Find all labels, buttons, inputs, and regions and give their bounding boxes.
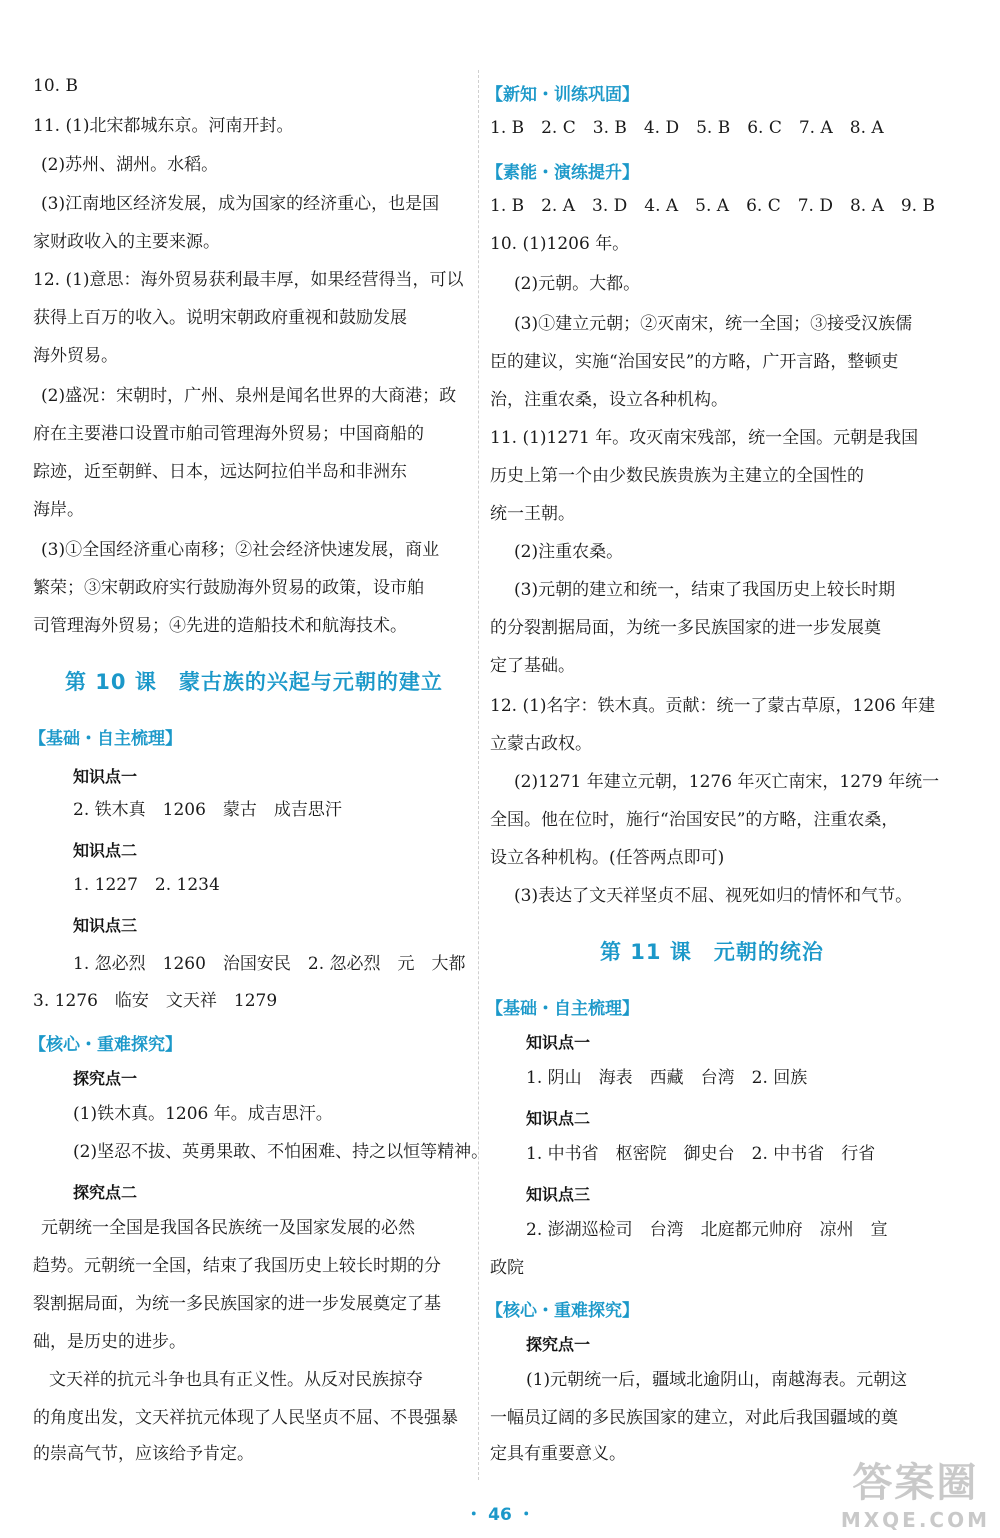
answer-line: 元朝统一全国是我国各民族统一及国家发展的必然 (41, 1218, 415, 1238)
answer-line: 1. 忽必烈 1260 治国安民 2. 忽必烈 元 大都 (73, 954, 466, 974)
answer-line: 1. B 2. A 3. D 4. A 5. A 6. C 7. D 8. A 9. B (490, 196, 935, 216)
answer-line: 12. (1)意思：海外贸易获利最丰厚，如果经营得当，可以 (33, 270, 464, 290)
answer-line: 定了基础。 (490, 656, 575, 676)
answer-line: (3)①全国经济重心南移；②社会经济快速发展，商业 (41, 540, 440, 560)
page-number: ・ 46 ・ (465, 1505, 535, 1525)
watermark-title: 答案圈 (852, 1460, 979, 1506)
answer-line: 府在主要港口设置市舶司管理海外贸易；中国商船的 (33, 424, 424, 444)
answer-line: 设立各种机构。(任答两点即可) (490, 848, 725, 868)
knowledge-point-label: 知识点三 (526, 1185, 591, 1204)
lesson-title: 第 11 课 元朝的统治 (600, 940, 824, 964)
answer-line: 文天祥的抗元斗争也具有正义性。从反对民族掠夺 (49, 1370, 423, 1390)
answer-line: 臣的建议，实施“治国安民”的方略，广开言路，整顿吏 (490, 352, 899, 372)
answer-line: 11. (1)北宋都城东京。河南开封。 (33, 116, 294, 136)
section-header: 【素能・演练提升】 (486, 163, 639, 183)
answer-line: 10. (1)1206 年。 (490, 234, 630, 254)
answer-line: 海外贸易。 (33, 346, 118, 366)
answer-line: 的角度出发，文天祥抗元体现了人民坚贞不屈、不畏强暴 (33, 1408, 458, 1428)
answer-line: 一幅员辽阔的多民族国家的建立，对此后我国疆域的奠 (490, 1408, 898, 1428)
watermark-logo (841, 1451, 990, 1532)
section-header: 【新知・训练巩固】 (486, 85, 639, 105)
answer-line: (3)表达了文天祥坚贞不屈、视死如归的情怀和气节。 (514, 886, 913, 906)
answer-line: 的崇高气节，应该给予肯定。 (33, 1444, 254, 1464)
answer-line: (3)①建立元朝；②灭南宋，统一全国；③接受汉族儒 (514, 314, 913, 334)
answer-line: 3. 1276 临安 文天祥 1279 (33, 991, 278, 1011)
answer-line: 裂割据局面，为统一多民族国家的进一步发展奠定了基 (33, 1294, 441, 1314)
knowledge-point-label: 知识点一 (73, 767, 138, 786)
answer-line: 全国。他在位时，施行“治国安民”的方略，注重农桑， (490, 810, 899, 830)
answer-line: 2. 铁木真 1206 蒙古 成吉思汗 (73, 800, 342, 820)
explore-point-label: 探究点二 (73, 1183, 138, 1202)
knowledge-point-label: 知识点三 (73, 916, 138, 935)
lesson-title: 第 10 课 蒙古族的兴起与元朝的建立 (65, 670, 443, 694)
answer-line: (2)盛况：宋朝时，广州、泉州是闻名世界的大商港；政 (41, 386, 457, 406)
answer-line: 政院 (490, 1258, 524, 1278)
answer-line: 踪迹，近至朝鲜、日本，远达阿拉伯半岛和非洲东 (33, 462, 407, 482)
answer-line: 繁荣；③宋朝政府实行鼓励海外贸易的政策，设市舶 (33, 578, 424, 598)
answer-line: 1. 1227 2. 1234 (73, 875, 220, 895)
knowledge-point-label: 知识点一 (526, 1033, 591, 1052)
knowledge-point-label: 知识点二 (526, 1109, 591, 1128)
answer-line: 础，是历史的进步。 (33, 1332, 186, 1352)
answer-line: 司管理海外贸易；④先进的造船技术和航海技术。 (33, 616, 407, 636)
answer-line: 的分裂割据局面，为统一多民族国家的进一步发展奠 (490, 618, 881, 638)
answer-line: (2)苏州、湖州。水稻。 (41, 155, 219, 175)
explore-point-label: 探究点一 (73, 1069, 138, 1088)
knowledge-point-label: 知识点二 (73, 841, 138, 860)
answer-line: 历史上第一个由少数民族贵族为主建立的全国性的 (490, 466, 864, 486)
answer-line: (2)元朝。大都。 (514, 274, 641, 294)
answer-line: (3)元朝的建立和统一，结束了我国历史上较长时期 (514, 580, 896, 600)
answer-line: (2)坚忍不拔、英勇果敢、不怕困难、持之以恒等精神。 (73, 1142, 489, 1162)
answer-line: 获得上百万的收入。说明宋朝政府重视和鼓励发展 (33, 308, 407, 328)
answer-line: 11. (1)1271 年。攻灭南宋残部，统一全国。元朝是我国 (490, 428, 919, 448)
answer-line: 1. 阴山 海表 西藏 台湾 2. 回族 (526, 1068, 808, 1088)
answer-line: 1. 中书省 枢密院 御史台 2. 中书省 行省 (526, 1144, 876, 1164)
answer-line: (2)注重农桑。 (514, 542, 624, 562)
answer-line: 12. (1)名字：铁木真。贡献：统一了蒙古草原，1206 年建 (490, 696, 936, 716)
answer-line: 家财政收入的主要来源。 (33, 232, 220, 252)
explore-point-label: 探究点一 (526, 1335, 591, 1354)
answer-line: 2. 澎湖巡检司 台湾 北庭都元帅府 凉州 宣 (526, 1220, 888, 1240)
answer-line: 10. B (33, 76, 78, 96)
answer-line: 立蒙古政权。 (490, 734, 592, 754)
section-header: 【核心・重难探究】 (29, 1035, 182, 1055)
section-header: 【核心・重难探究】 (486, 1301, 639, 1321)
answer-line: 定具有重要意义。 (490, 1444, 626, 1464)
section-header: 【基础・自主梳理】 (29, 729, 182, 749)
section-header: 【基础・自主梳理】 (486, 999, 639, 1019)
answer-line: (1)铁木真。1206 年。成吉思汗。 (73, 1104, 333, 1124)
answer-line: 1. B 2. C 3. B 4. D 5. B 6. C 7. A 8. A (490, 118, 884, 138)
answer-line: 统一王朝。 (490, 504, 575, 524)
answer-line: 治，注重农桑，设立各种机构。 (490, 390, 728, 410)
answer-line: 海岸。 (33, 500, 84, 520)
answer-line: (3)江南地区经济发展，成为国家的经济重心，也是国 (41, 194, 440, 214)
watermark-url: MXQE.COM (840, 1508, 990, 1532)
answer-line: (1)元朝统一后，疆域北逾阴山，南越海表。元朝这 (526, 1370, 908, 1390)
answer-line: 趋势。元朝统一全国，结束了我国历史上较长时期的分 (33, 1256, 441, 1276)
answer-line: (2)1271 年建立元朝，1276 年灭亡南宋，1279 年统一 (514, 772, 940, 792)
column-divider (478, 70, 479, 1480)
